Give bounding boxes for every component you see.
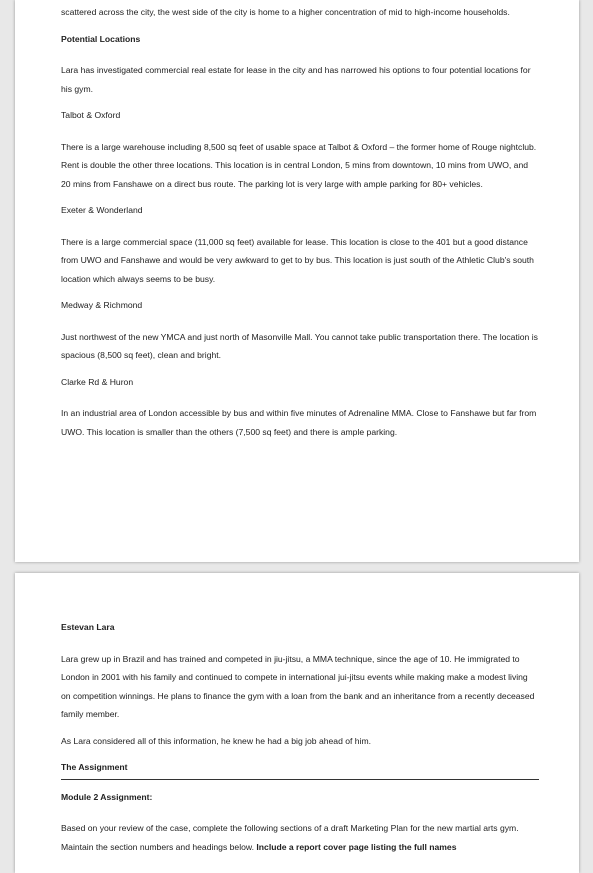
person-text: Lara grew up in Brazil and has trained and competed in jiu-jitsu, a MMA technique, since the age of 10. He immigrated to London in 2001 with his family and continued to compete in international jui-jitsu events while making make a modest living on competition winnings. He plans to finance the gym with a loan from the bank and an inheritance from a recently deceased family member. (61, 653, 535, 719)
page-2-content (61, 618, 539, 856)
document-page-1 (15, 0, 579, 562)
instructions-bold: Include a report cover page listing the full names (256, 841, 457, 852)
person-heading: Estevan Lara (61, 622, 115, 632)
intro-continuation: scattered across the city, the west side of the city is home to a higher concentration of mid to high-income households. (61, 7, 510, 17)
location-3-name: Medway & Richmond (61, 300, 143, 310)
location-1-name: Talbot & Oxford (61, 110, 121, 120)
section-divider (61, 779, 539, 780)
location-2-name: Exeter & Wonderland (61, 205, 143, 215)
assignment-heading: The Assignment (61, 762, 128, 772)
location-1-text: There is a large warehouse including 8,500 sq feet of usable space at Talbot & Oxford – the former home of Rouge nightclub. Rent is double the other three locations. This location is in central London, 5 mins from downtown, 10 mins from UWO, and 20 mins from Fanshawe on a direct bus route. The parking lot is very large with ample parking for 80+ vehicles. (61, 141, 537, 189)
instructions-plain: Based on your review of the case, complete the following sections of a draft Marketing Plan for the new martial arts gym. Maintain the section numbers and headings below. (61, 823, 519, 852)
potential-locations-heading: Potential Locations (61, 33, 141, 44)
closing-text: As Lara considered all of this information, he knew he had a big job ahead of him. (61, 735, 372, 746)
location-2-text: There is a large commercial space (11,000 sq feet) available for lease. This location is close to the 401 but a good distance from UWO and Fanshawe and would be very awkward to get to by bus. This location is just south of the Athletic Club's south location which always seems to be busy. (61, 236, 534, 284)
document-page-2 (15, 573, 579, 873)
module-heading: Module 2 Assignment: (61, 791, 153, 802)
location-3-text: Just northwest of the new YMCA and just north of Masonville Mall. You cannot take public transportation there. The location is spacious (8,500 sq feet), clean and bright. (61, 331, 538, 360)
potential-locations-text: Lara has investigated commercial real estate for lease in the city and has narrowed his options to four potential locations for his gym. (61, 65, 531, 94)
instructions-text (61, 819, 539, 856)
page-1-content (61, 3, 539, 441)
location-4-name: Clarke Rd & Huron (61, 376, 134, 387)
location-4-text: In an industrial area of London accessible by bus and within five minutes of Adrenaline MMA. Close to Fanshawe but far from UWO. This location is smaller than the others (7,500 sq feet) and there is ample parking. (61, 408, 537, 437)
